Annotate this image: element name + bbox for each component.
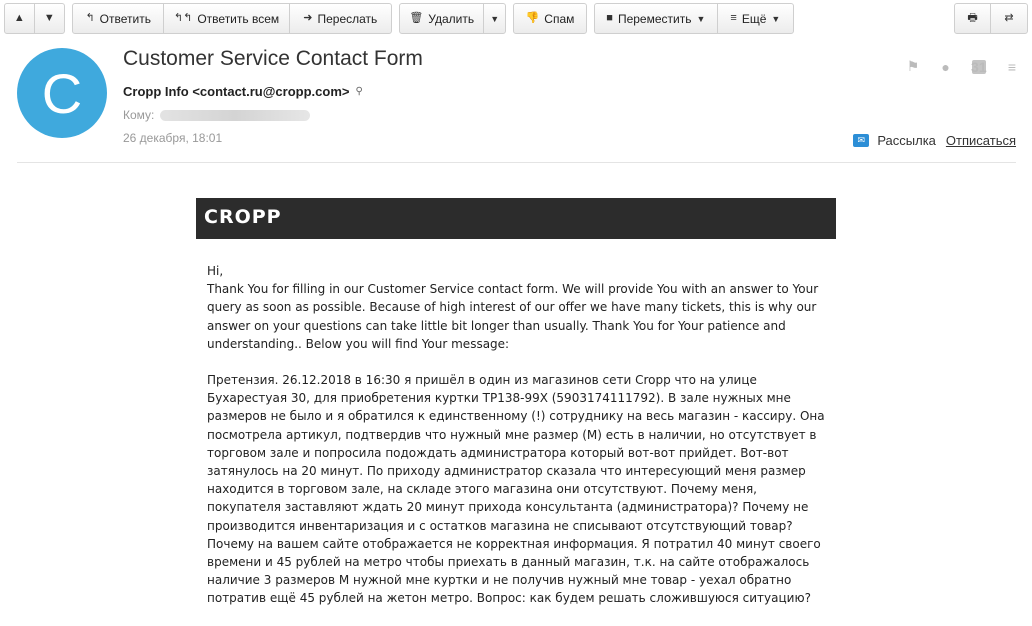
header-actions xyxy=(907,58,1016,75)
recipient-blurred xyxy=(160,110,310,121)
trash-icon: 🗑 xyxy=(409,12,424,24)
header-divider xyxy=(17,162,1016,163)
more-button[interactable] xyxy=(718,4,793,33)
thumbs-down-icon: 👎 xyxy=(525,12,540,24)
complaint-paragraph: Претензия. 26.12.2018 в 16:30 я пришёл в один из магазинов сети Cropp что на улице Бухарестуая 30, для приобретения куртки TP138-99X (5903174111792). В зале нужных мне размеров не было и я обратился к единственному (!) сотруднику на весь магазин - кассиру. Она посмотрела артикул, подтвердив что нужный мне размер (М) есть в наличии, но отсутствует в торговом зале и попросила подождать администратора который вот-вот прийдет. Вот-вот затянулось на 20 минут. По приходу администратор сказала что интересующий меня размер находится в торговом зале, на складе этого магазина они отсутствуют. Почему меня, покупателя заставляют ждать 20 минут прихода консультанта (администратора)? Почему не производится инвентаризация и с остатков магазина не списывают отсутствующий товар? Почему на вашем сайте отображается не корректная информация. Я потратил 40 минут своего времени и 45 рублей на метро чтобы приехать в данный магазин, т.к. на сайте отображалось наличие 3 размеров М нужной мне куртки и не получив нужный мне товар - уехал обратно потратив ещё 45 рублей на жетон метро. Вопрос: как будем решать сложившуюся ситуацию? xyxy=(207,373,825,606)
message-body xyxy=(207,262,832,626)
intro-paragraph: Thank You for filling in our Customer Service contact form. We will provide You with an answer to Your query as soon as possible. Because of high interest of our offer we have many tickets, this is why our answer on your questions can take little bit longer than usually. Thank You for Your patience and understanding.. Below you will find Your message: xyxy=(207,282,819,351)
cropp-logo: CROPP xyxy=(204,206,282,228)
reply-all-label: Ответить всем xyxy=(197,11,280,26)
spam-label: Спам xyxy=(544,11,575,26)
chevron-down-icon: ▼ xyxy=(490,13,500,24)
sender-address[interactable]: Cropp Info <contact.ru@cropp.com> xyxy=(123,84,350,99)
calendar-day: 31 xyxy=(971,58,987,75)
reply-all-icon: ↰↰ xyxy=(173,12,193,24)
reply-all-button[interactable] xyxy=(164,4,289,33)
brand-banner xyxy=(196,198,836,239)
search-icon[interactable]: ⚲ xyxy=(355,86,363,97)
greeting: Hi, xyxy=(207,264,224,278)
unread-dot-icon[interactable]: ● xyxy=(941,58,950,75)
forward-icon: ➜ xyxy=(303,12,313,24)
message-subject: Customer Service Contact Form xyxy=(123,47,423,70)
delete-dropdown[interactable] xyxy=(484,4,505,33)
menu-icon: ≡ xyxy=(730,12,737,24)
delete-label: Удалить xyxy=(428,11,475,26)
menu-icon[interactable]: ≡ xyxy=(1007,58,1016,75)
spam-group xyxy=(513,3,587,34)
arrow-up-icon: ▲ xyxy=(13,12,25,24)
avatar xyxy=(17,48,107,138)
print-icon: 🖶 xyxy=(967,12,978,24)
to-label: Кому: xyxy=(123,108,155,122)
unsubscribe-link[interactable]: Отписаться xyxy=(945,133,1016,148)
mailing-icon: ✉ xyxy=(853,134,869,147)
delete-group xyxy=(399,3,506,34)
reply-label: Ответить xyxy=(99,11,151,26)
chevron-down-icon: ▼ xyxy=(696,13,706,24)
reply-group xyxy=(72,3,392,34)
print-button[interactable] xyxy=(955,4,991,33)
message-date: 26 декабря, 18:01 xyxy=(123,131,223,145)
move-group xyxy=(594,3,794,34)
translate-icon: ⇄ xyxy=(1004,12,1014,24)
folder-icon: ■ xyxy=(606,12,613,24)
recipient-row xyxy=(123,108,310,122)
toolbar xyxy=(0,0,1032,36)
spam-button[interactable] xyxy=(514,4,586,33)
mailing-info xyxy=(853,133,1016,148)
reply-icon: ↰ xyxy=(85,12,95,24)
avatar-letter: C xyxy=(41,61,83,125)
arrow-down-icon: ▼ xyxy=(43,12,55,24)
more-label: Ещё xyxy=(741,11,767,26)
translate-button[interactable] xyxy=(991,4,1027,33)
nav-group xyxy=(4,3,65,34)
forward-label: Переслать xyxy=(317,11,378,26)
bookmark-icon[interactable]: ⚑ xyxy=(906,58,920,74)
prev-message-button[interactable] xyxy=(5,4,35,33)
chevron-down-icon: ▼ xyxy=(771,13,781,24)
calendar-icon[interactable] xyxy=(972,60,986,74)
sender[interactable] xyxy=(123,84,363,99)
next-message-button[interactable] xyxy=(35,4,64,33)
delete-button[interactable] xyxy=(400,4,484,33)
move-label: Переместить xyxy=(617,11,692,26)
mailing-label: Рассылка xyxy=(877,133,936,148)
extra-group xyxy=(954,3,1028,34)
move-button[interactable] xyxy=(595,4,718,33)
forward-button[interactable] xyxy=(290,4,391,33)
reply-button[interactable] xyxy=(73,4,164,33)
